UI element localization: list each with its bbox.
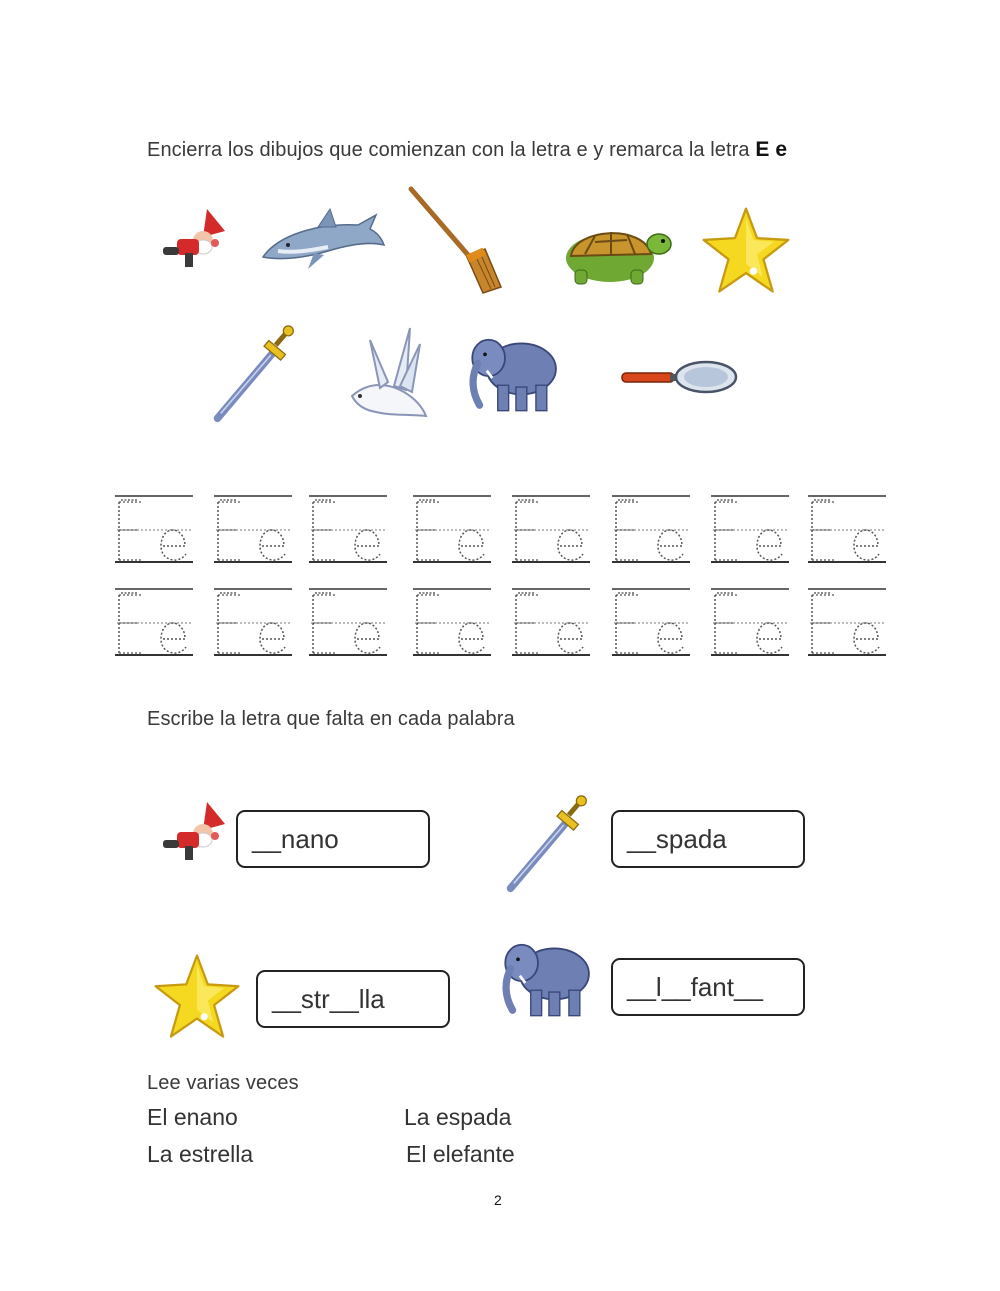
word-blank-text: __l__fant__ [627,971,763,1002]
tracing-cell[interactable] [512,587,590,657]
pan-icon[interactable] [620,355,740,405]
reading-phrase: El elefante [406,1141,515,1167]
elephant-icon [498,930,598,1025]
tracing-cell[interactable] [214,587,292,657]
instruction-missing-letter: Escribe la letra que falta en cada palabra [147,708,515,730]
tracing-cell[interactable] [115,587,193,657]
broom-icon[interactable] [405,185,505,295]
dove-icon[interactable] [340,320,440,430]
word-blank-text: __spada [627,823,727,854]
reading-phrase: El enano [147,1104,238,1130]
instruction-letters: E e [755,138,788,161]
turtle-icon[interactable] [555,210,675,295]
reading-phrase: La estrella [147,1141,254,1167]
tracing-cell[interactable] [214,494,292,564]
sword-icon [493,795,603,895]
tracing-cell[interactable] [612,494,690,564]
tracing-cell[interactable] [808,587,886,657]
reading-phrase: La espada [404,1104,512,1130]
elephant-icon[interactable] [465,325,565,420]
tracing-cell[interactable] [612,587,690,657]
instruction-circle-pictures [147,138,787,162]
tracing-cell[interactable] [115,494,193,564]
word-box-estrella[interactable] [256,970,450,1028]
gnome-icon [155,798,235,868]
tracing-cell[interactable] [808,494,886,564]
word-blank-text: __nano [252,823,339,854]
page-number: 2 [494,1192,502,1208]
sword-icon[interactable] [200,325,310,425]
tracing-cell[interactable] [711,587,789,657]
word-box-enano[interactable] [236,810,430,868]
tracing-cell[interactable] [413,494,491,564]
word-box-espada[interactable] [611,810,805,868]
reading-title: Lee varias veces [147,1072,299,1094]
word-box-elefante[interactable] [611,958,805,1016]
star-icon [152,952,242,1042]
tracing-cell[interactable] [309,587,387,657]
star-icon[interactable] [700,205,792,297]
instruction-text: Encierra los dibujos que comienzan con la letra e y remarca la letra [147,139,756,161]
tracing-cell[interactable] [512,494,590,564]
tracing-cell[interactable] [309,494,387,564]
tracing-cell[interactable] [413,587,491,657]
tracing-cell[interactable] [711,494,789,564]
gnome-icon[interactable] [155,205,235,275]
dolphin-icon[interactable] [258,195,388,275]
word-blank-text: __str__lla [272,983,385,1014]
